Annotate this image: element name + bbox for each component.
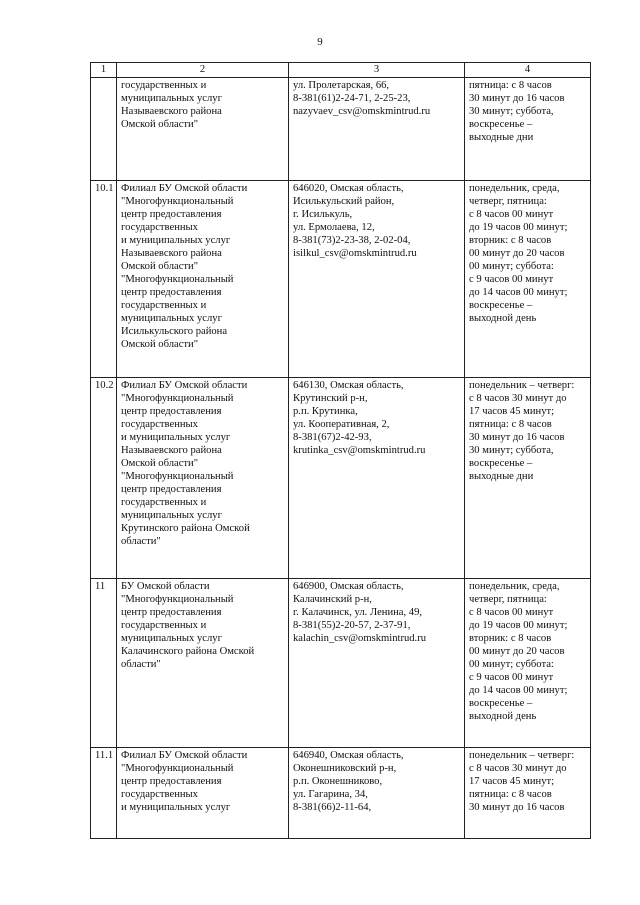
working-hours-cell xyxy=(465,78,591,181)
institution-name-cell xyxy=(117,378,289,579)
cell-text-line: 30 минут до 16 часов xyxy=(469,93,565,104)
table-row xyxy=(91,378,591,579)
cell-text-line: муниципальных услуг xyxy=(121,510,222,521)
cell-text-line: государственных xyxy=(121,222,198,233)
table-row xyxy=(91,78,591,181)
cell-text-line: 00 минут до 20 часов xyxy=(469,248,565,259)
cell-text-line: государственных и xyxy=(121,300,207,311)
cell-text-line: "Многофункциональный xyxy=(121,274,234,285)
institution-name-cell xyxy=(117,579,289,748)
cell-text-line: "Многофункциональный xyxy=(121,763,234,774)
cell-text-line: Называевского района xyxy=(121,248,222,259)
cell-text-line: Калачинского района Омской xyxy=(121,646,255,657)
cell-text-line: с 8 часов 30 минут до xyxy=(469,763,567,774)
table-row xyxy=(91,579,591,748)
cell-text-line: Крутинского района Омской xyxy=(121,523,250,534)
institution-name-cell xyxy=(117,78,289,181)
cell-text-line: муниципальных услуг xyxy=(121,93,222,104)
cell-text-line: Омской области" xyxy=(121,119,199,130)
cell-text-line: Называевского района xyxy=(121,445,222,456)
cell-text-line: до 19 часов 00 минут; xyxy=(469,222,568,233)
cell-text-line: муниципальных услуг xyxy=(121,313,222,324)
cell-text-line: г. Исилькуль, xyxy=(293,209,353,220)
cell-text-line: центр предоставления xyxy=(121,406,222,417)
cell-text-line: выходные дни xyxy=(469,471,534,482)
cell-text-line: пятница: с 8 часов xyxy=(469,80,552,91)
cell-text-line: ул. Гагарина, 34, xyxy=(293,789,368,800)
institution-name-cell xyxy=(117,748,289,839)
cell-text-line: 00 минут; суббота: xyxy=(469,261,554,272)
cell-text-line: 00 минут; суббота: xyxy=(469,659,554,670)
cell-text-line: krutinka_csv@omskmintrud.ru xyxy=(293,445,426,456)
cell-text-line: и муниципальных услуг xyxy=(121,235,231,246)
cell-text-line: с 8 часов 00 минут xyxy=(469,209,554,220)
cell-text-line: Исилькульского района xyxy=(121,326,228,337)
cell-text-line: 8-381(61)2-24-71, 2-25-23, xyxy=(293,93,411,104)
cell-text-line: до 19 часов 00 минут; xyxy=(469,620,568,631)
cell-text-line: области" xyxy=(121,659,161,670)
cell-text-line: четверг, пятница: xyxy=(469,594,547,605)
cell-text-line: вторник: с 8 часов xyxy=(469,235,552,246)
cell-text-line: воскресенье – xyxy=(469,698,533,709)
cell-text-line: 17 часов 45 минут; xyxy=(469,406,555,417)
cell-text-line: 30 минут до 16 часов xyxy=(469,802,565,813)
cell-text-line: kalachin_csv@omskmintrud.ru xyxy=(293,633,427,644)
cell-text-line: государственных и xyxy=(121,620,207,631)
institution-name-cell xyxy=(117,181,289,378)
cell-text-line: Оконешниковский р-н, xyxy=(293,763,397,774)
working-hours-cell xyxy=(465,748,591,839)
cell-text-line: 17 часов 45 минут; xyxy=(469,776,555,787)
cell-text-line: выходные дни xyxy=(469,132,534,143)
cell-text-line: воскресенье – xyxy=(469,119,533,130)
cell-text-line: центр предоставления xyxy=(121,209,222,220)
cell-text-line: понедельник – четверг: xyxy=(469,750,575,761)
cell-text-line: центр предоставления xyxy=(121,776,222,787)
cell-text-line: выходной день xyxy=(469,711,537,722)
row-number-cell: 11.1 xyxy=(91,748,117,839)
cell-text-line: nazyvaev_csv@omskmintrud.ru xyxy=(293,106,431,117)
cell-text-line: 30 минут; суббота, xyxy=(469,106,554,117)
cell-text-line: 8-381(73)2-23-38, 2-02-04, xyxy=(293,235,411,246)
address-contacts-cell xyxy=(289,579,465,748)
cell-text-line: муниципальных услуг xyxy=(121,633,222,644)
cell-text-line: Крутинский р-н, xyxy=(293,393,368,404)
cell-text-line: 8-381(55)2-20-57, 2-37-91, xyxy=(293,620,411,631)
cell-text-line: пятница: с 8 часов xyxy=(469,419,552,430)
cell-text-line: Омской области" xyxy=(121,261,199,272)
cell-text-line: государственных xyxy=(121,419,198,430)
cell-text-line: с 8 часов 30 минут до xyxy=(469,393,567,404)
cell-text-line: ул. Ермолаева, 12, xyxy=(293,222,375,233)
cell-text-line: 00 минут до 20 часов xyxy=(469,646,565,657)
row-number-cell: 10.2 xyxy=(91,378,117,579)
cell-text-line: р.п. Крутинка, xyxy=(293,406,358,417)
column-header-number: 1 xyxy=(91,63,117,78)
cell-text-line: 646940, Омская область, xyxy=(293,750,404,761)
address-contacts-cell xyxy=(289,378,465,579)
cell-text-line: ул. Пролетарская, 66, xyxy=(293,80,390,91)
cell-text-line: Филиал БУ Омской области xyxy=(121,750,248,761)
cell-text-line: пятница: с 8 часов xyxy=(469,789,552,800)
cell-text-line: центр предоставления xyxy=(121,484,222,495)
cell-text-line: 646130, Омская область, xyxy=(293,380,404,391)
cell-text-line: выходной день xyxy=(469,313,537,324)
cell-text-line: государственных и xyxy=(121,80,207,91)
cell-text-line: понедельник – четверг: xyxy=(469,380,575,391)
cell-text-line: понедельник, среда, xyxy=(469,581,560,592)
cell-text-line: "Многофункциональный xyxy=(121,196,234,207)
row-number-cell: 11 xyxy=(91,579,117,748)
working-hours-cell xyxy=(465,181,591,378)
cell-text-line: центр предоставления xyxy=(121,607,222,618)
cell-text-line: Омской области" xyxy=(121,458,199,469)
table-row xyxy=(91,181,591,378)
page-number: 9 xyxy=(317,36,323,48)
cell-text-line: государственных и xyxy=(121,497,207,508)
working-hours-cell xyxy=(465,378,591,579)
cell-text-line: с 9 часов 00 минут xyxy=(469,672,554,683)
table-row xyxy=(91,748,591,839)
cell-text-line: и муниципальных услуг xyxy=(121,802,231,813)
cell-text-line: государственных xyxy=(121,789,198,800)
cell-text-line: Филиал БУ Омской области xyxy=(121,183,248,194)
cell-text-line: с 8 часов 00 минут xyxy=(469,607,554,618)
cell-text-line: isilkul_csv@omskmintrud.ru xyxy=(293,248,417,259)
cell-text-line: четверг, пятница: xyxy=(469,196,547,207)
cell-text-line: Называевского района xyxy=(121,106,222,117)
cell-text-line: ул. Кооперативная, 2, xyxy=(293,419,390,430)
cell-text-line: "Многофункциональный xyxy=(121,594,234,605)
address-contacts-cell xyxy=(289,181,465,378)
cell-text-line: 30 минут; суббота, xyxy=(469,445,554,456)
table-header-row xyxy=(91,63,591,78)
cell-text-line: центр предоставления xyxy=(121,287,222,298)
cell-text-line: "Многофункциональный xyxy=(121,471,234,482)
row-number-cell: 10.1 xyxy=(91,181,117,378)
cell-text-line: 8-381(67)2-42-93, xyxy=(293,432,372,443)
cell-text-line: воскресенье – xyxy=(469,458,533,469)
column-header-address: 3 xyxy=(289,63,465,78)
row-number-cell xyxy=(91,78,117,181)
cell-text-line: БУ Омской области xyxy=(121,581,210,592)
table-body xyxy=(91,78,591,839)
address-contacts-cell xyxy=(289,748,465,839)
working-hours-cell xyxy=(465,579,591,748)
cell-text-line: области" xyxy=(121,536,161,547)
cell-text-line: до 14 часов 00 минут; xyxy=(469,685,568,696)
address-contacts-cell xyxy=(289,78,465,181)
cell-text-line: р.п. Оконешниково, xyxy=(293,776,383,787)
column-header-hours: 4 xyxy=(465,63,591,78)
cell-text-line: воскресенье – xyxy=(469,300,533,311)
cell-text-line: г. Калачинск, ул. Ленина, 49, xyxy=(293,607,423,618)
cell-text-line: 8-381(66)2-11-64, xyxy=(293,802,372,813)
cell-text-line: Филиал БУ Омской области xyxy=(121,380,248,391)
cell-text-line: понедельник, среда, xyxy=(469,183,560,194)
cell-text-line: Исилькульский район, xyxy=(293,196,395,207)
cell-text-line: вторник: с 8 часов xyxy=(469,633,552,644)
cell-text-line: до 14 часов 00 минут; xyxy=(469,287,568,298)
cell-text-line: Омской области" xyxy=(121,339,199,350)
institutions-table xyxy=(90,62,591,839)
cell-text-line: "Многофункциональный xyxy=(121,393,234,404)
column-header-name: 2 xyxy=(117,63,289,78)
cell-text-line: и муниципальных услуг xyxy=(121,432,231,443)
cell-text-line: 646900, Омская область, xyxy=(293,581,404,592)
cell-text-line: 646020, Омская область, xyxy=(293,183,404,194)
cell-text-line: Калачинский р-н, xyxy=(293,594,372,605)
cell-text-line: с 9 часов 00 минут xyxy=(469,274,554,285)
cell-text-line: 30 минут до 16 часов xyxy=(469,432,565,443)
